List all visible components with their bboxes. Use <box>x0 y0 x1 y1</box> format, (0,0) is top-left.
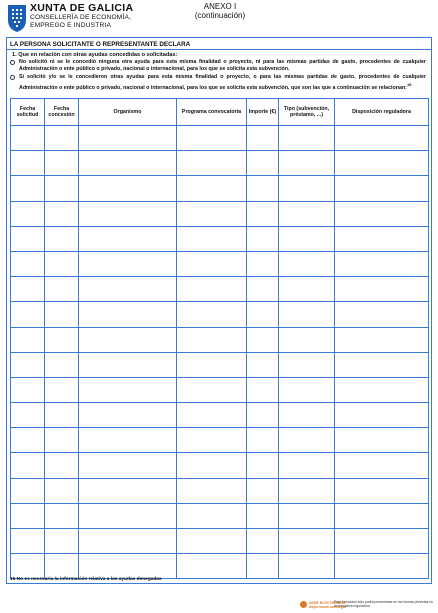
column-header-programa: Programa convocatoria <box>177 99 247 126</box>
cell-fecha-solicitud[interactable] <box>11 377 45 402</box>
cell-programa[interactable] <box>177 176 247 201</box>
cell-fecha-concesion[interactable] <box>45 428 79 453</box>
cell-fecha-concesion[interactable] <box>45 201 79 226</box>
table-row <box>11 403 429 428</box>
cell-disposicion[interactable] <box>335 453 429 478</box>
table-row <box>11 302 429 327</box>
cell-programa[interactable] <box>177 377 247 402</box>
cell-fecha-solicitud[interactable] <box>11 428 45 453</box>
cell-importe[interactable] <box>247 226 279 251</box>
cell-organismo[interactable] <box>79 201 177 226</box>
cell-tipo[interactable] <box>279 201 335 226</box>
cell-tipo[interactable] <box>279 251 335 276</box>
cell-fecha-concesion[interactable] <box>45 176 79 201</box>
cell-programa[interactable] <box>177 478 247 503</box>
table-row <box>11 151 429 176</box>
cell-disposicion[interactable] <box>335 327 429 352</box>
table-row <box>11 554 429 579</box>
cell-importe[interactable] <box>247 352 279 377</box>
cell-fecha-solicitud[interactable] <box>11 503 45 528</box>
cell-tipo[interactable] <box>279 529 335 554</box>
cell-programa[interactable] <box>177 251 247 276</box>
table-row <box>11 352 429 377</box>
cell-organismo[interactable] <box>79 352 177 377</box>
cell-disposicion[interactable] <box>335 529 429 554</box>
cell-organismo[interactable] <box>79 302 177 327</box>
cell-fecha-concesion[interactable] <box>45 277 79 302</box>
cell-importe[interactable] <box>247 428 279 453</box>
cell-organismo[interactable] <box>79 176 177 201</box>
cell-disposicion[interactable] <box>335 201 429 226</box>
cell-fecha-concesion[interactable] <box>45 226 79 251</box>
cell-fecha-solicitud[interactable] <box>11 403 45 428</box>
cell-tipo[interactable] <box>279 428 335 453</box>
cell-fecha-concesion[interactable] <box>45 403 79 428</box>
cell-tipo[interactable] <box>279 352 335 377</box>
cell-organismo[interactable] <box>79 327 177 352</box>
cell-importe[interactable] <box>247 478 279 503</box>
column-header-tipo: Tipo (subvención, préstamo, ...) <box>279 99 335 126</box>
cell-disposicion[interactable] <box>335 302 429 327</box>
cell-importe[interactable] <box>247 251 279 276</box>
cell-fecha-concesion[interactable] <box>45 251 79 276</box>
table-row <box>11 201 429 226</box>
cell-fecha-concesion[interactable] <box>45 529 79 554</box>
cell-fecha-solicitud[interactable] <box>11 251 45 276</box>
cell-importe[interactable] <box>247 403 279 428</box>
cell-programa[interactable] <box>177 327 247 352</box>
cell-importe[interactable] <box>247 327 279 352</box>
cell-programa[interactable] <box>177 226 247 251</box>
cell-fecha-concesion[interactable] <box>45 478 79 503</box>
annex-title: ANEXO I <box>203 2 237 11</box>
cell-fecha-concesion[interactable] <box>45 302 79 327</box>
cell-fecha-concesion[interactable] <box>45 503 79 528</box>
cell-tipo[interactable] <box>279 377 335 402</box>
cell-fecha-solicitud[interactable] <box>11 126 45 151</box>
column-header-organismo: Organismo <box>79 99 177 126</box>
question-1: 1. Que en relación con otras ayudas concedidas o solicitadas: <box>12 52 178 58</box>
cell-organismo[interactable] <box>79 503 177 528</box>
cell-importe[interactable] <box>247 302 279 327</box>
cell-importe[interactable] <box>247 151 279 176</box>
table-row <box>11 176 429 201</box>
cell-importe[interactable] <box>247 176 279 201</box>
cell-disposicion[interactable] <box>335 126 429 151</box>
radio-other-aid[interactable] <box>10 75 15 80</box>
annex-heading <box>180 2 260 20</box>
cell-programa[interactable] <box>177 503 247 528</box>
aid-table <box>10 98 429 579</box>
cell-fecha-concesion[interactable] <box>45 126 79 151</box>
cell-fecha-concesion[interactable] <box>45 377 79 402</box>
cell-tipo[interactable] <box>279 226 335 251</box>
brand-department-line2: EMPREGO E INDUSTRIA <box>30 22 112 29</box>
section-divider <box>6 49 432 50</box>
cell-organismo[interactable] <box>79 251 177 276</box>
cell-organismo[interactable] <box>79 554 177 579</box>
cell-tipo[interactable] <box>279 453 335 478</box>
cell-importe[interactable] <box>247 377 279 402</box>
column-header-disposicion: Disposición reguladora <box>335 99 429 126</box>
xunta-logo-icon <box>6 3 28 33</box>
brand-name: XUNTA DE GALICIA <box>30 2 134 14</box>
cell-tipo[interactable] <box>279 277 335 302</box>
cell-programa[interactable] <box>177 352 247 377</box>
cell-organismo[interactable] <box>79 151 177 176</box>
table-body <box>11 126 429 579</box>
cell-fecha-solicitud[interactable] <box>11 151 45 176</box>
section-title: LA PERSONA SOLICITANTE O REPRESENTANTE DECLARA <box>10 41 191 48</box>
cell-fecha-solicitud[interactable] <box>11 529 45 554</box>
footnote: 15 No es necesaria la información relativa a las ayudas denegadas <box>10 577 162 582</box>
cell-programa[interactable] <box>177 428 247 453</box>
brand-department-line1: CONSELLERÍA DE ECONOMÍA, <box>30 14 132 21</box>
cell-organismo[interactable] <box>79 277 177 302</box>
column-header-fecha-concesion: Fecha concesión <box>45 99 79 126</box>
cell-disposicion[interactable] <box>335 352 429 377</box>
sede-seal-icon <box>300 601 307 608</box>
cell-disposicion[interactable] <box>335 503 429 528</box>
cell-disposicion[interactable] <box>335 151 429 176</box>
table-row <box>11 277 429 302</box>
table-row <box>11 503 429 528</box>
cell-tipo[interactable] <box>279 478 335 503</box>
cell-fecha-solicitud[interactable] <box>11 277 45 302</box>
cell-disposicion[interactable] <box>335 277 429 302</box>
option-other-aid-text <box>10 74 426 93</box>
cell-tipo[interactable] <box>279 554 335 579</box>
table-row <box>11 327 429 352</box>
cell-fecha-solicitud[interactable] <box>11 201 45 226</box>
cell-organismo[interactable] <box>79 529 177 554</box>
cell-importe[interactable] <box>247 453 279 478</box>
cell-fecha-solicitud[interactable] <box>11 176 45 201</box>
cell-programa[interactable] <box>177 126 247 151</box>
footer-note: Este formulario sólo podrá presentarse en las formas previstas en la normativa reguladora <box>334 600 433 608</box>
footnote-reference: 15 <box>406 82 412 88</box>
cell-disposicion[interactable] <box>335 251 429 276</box>
cell-organismo[interactable] <box>79 453 177 478</box>
table-row <box>11 428 429 453</box>
table-row <box>11 478 429 503</box>
cell-disposicion[interactable] <box>335 226 429 251</box>
cell-programa[interactable] <box>177 529 247 554</box>
cell-fecha-concesion[interactable] <box>45 453 79 478</box>
cell-disposicion[interactable] <box>335 176 429 201</box>
table-row <box>11 251 429 276</box>
cell-tipo[interactable] <box>279 503 335 528</box>
cell-fecha-solicitud[interactable] <box>11 226 45 251</box>
column-header-importe: Importe (€) <box>247 99 279 126</box>
cell-importe[interactable] <box>247 503 279 528</box>
cell-organismo[interactable] <box>79 428 177 453</box>
cell-disposicion[interactable] <box>335 428 429 453</box>
table-row <box>11 377 429 402</box>
option-no-other-aid-text: No solicitó ni se le concedió ninguna otra ayuda para esta misma finalidad o proyecto, ni para las mismas partidas de gasto, procedentes de cualquier Administración o ente público o privado, nacional o internacional, para los que se solicita esta subvención. <box>19 59 426 73</box>
cell-tipo[interactable] <box>279 151 335 176</box>
cell-tipo[interactable] <box>279 403 335 428</box>
cell-programa[interactable] <box>177 277 247 302</box>
cell-disposicion[interactable] <box>335 478 429 503</box>
cell-fecha-concesion[interactable] <box>45 554 79 579</box>
cell-disposicion[interactable] <box>335 377 429 402</box>
table-row <box>11 453 429 478</box>
table-row <box>11 226 429 251</box>
cell-programa[interactable] <box>177 302 247 327</box>
cell-fecha-solicitud[interactable] <box>11 478 45 503</box>
cell-fecha-concesion[interactable] <box>45 327 79 352</box>
option-no-other-aid[interactable] <box>10 59 426 74</box>
cell-importe[interactable] <box>247 201 279 226</box>
column-header-fecha-solicitud: Fecha solicitud <box>11 99 45 126</box>
cell-fecha-concesion[interactable] <box>45 352 79 377</box>
cell-disposicion[interactable] <box>335 403 429 428</box>
cell-organismo[interactable] <box>79 478 177 503</box>
cell-importe[interactable] <box>247 277 279 302</box>
cell-organismo[interactable] <box>79 403 177 428</box>
cell-fecha-solicitud[interactable] <box>11 453 45 478</box>
cell-importe[interactable] <box>247 529 279 554</box>
cell-programa[interactable] <box>177 554 247 579</box>
option-other-aid-label: Sí solicitó y/o se le concedieron otras ayudas para esta misma finalidad o proyecto, o para las mismas partidas de gasto, procedentes de cualquier Administración o ente público o privado, nacional o internacional, para los que se solicita esta subvención, que son las que a continuación se relacionan: <box>19 74 426 92</box>
cell-programa[interactable] <box>177 201 247 226</box>
cell-programa[interactable] <box>177 403 247 428</box>
option-other-aid[interactable] <box>10 74 426 93</box>
radio-no-other-aid[interactable] <box>10 60 15 65</box>
cell-organismo[interactable] <box>79 126 177 151</box>
cell-importe[interactable] <box>247 554 279 579</box>
cell-programa[interactable] <box>177 453 247 478</box>
document-header <box>0 0 438 36</box>
table-header-row <box>11 99 429 126</box>
cell-programa[interactable] <box>177 151 247 176</box>
cell-organismo[interactable] <box>79 377 177 402</box>
cell-organismo[interactable] <box>79 226 177 251</box>
cell-fecha-solicitud[interactable] <box>11 554 45 579</box>
cell-tipo[interactable] <box>279 126 335 151</box>
cell-tipo[interactable] <box>279 176 335 201</box>
sede-url: https://sede.xunta.gal <box>309 605 346 609</box>
brand <box>30 2 133 30</box>
cell-fecha-solicitud[interactable] <box>11 327 45 352</box>
cell-tipo[interactable] <box>279 302 335 327</box>
cell-tipo[interactable] <box>279 327 335 352</box>
sede-label-title: SEDE ELECTRÓNICA <box>309 601 346 605</box>
cell-fecha-solicitud[interactable] <box>11 302 45 327</box>
cell-disposicion[interactable] <box>335 554 429 579</box>
table-row <box>11 126 429 151</box>
annex-subtitle: (continuación) <box>194 11 246 20</box>
cell-fecha-solicitud[interactable] <box>11 352 45 377</box>
cell-importe[interactable] <box>247 126 279 151</box>
cell-fecha-concesion[interactable] <box>45 151 79 176</box>
footer <box>300 600 434 612</box>
table-row <box>11 529 429 554</box>
